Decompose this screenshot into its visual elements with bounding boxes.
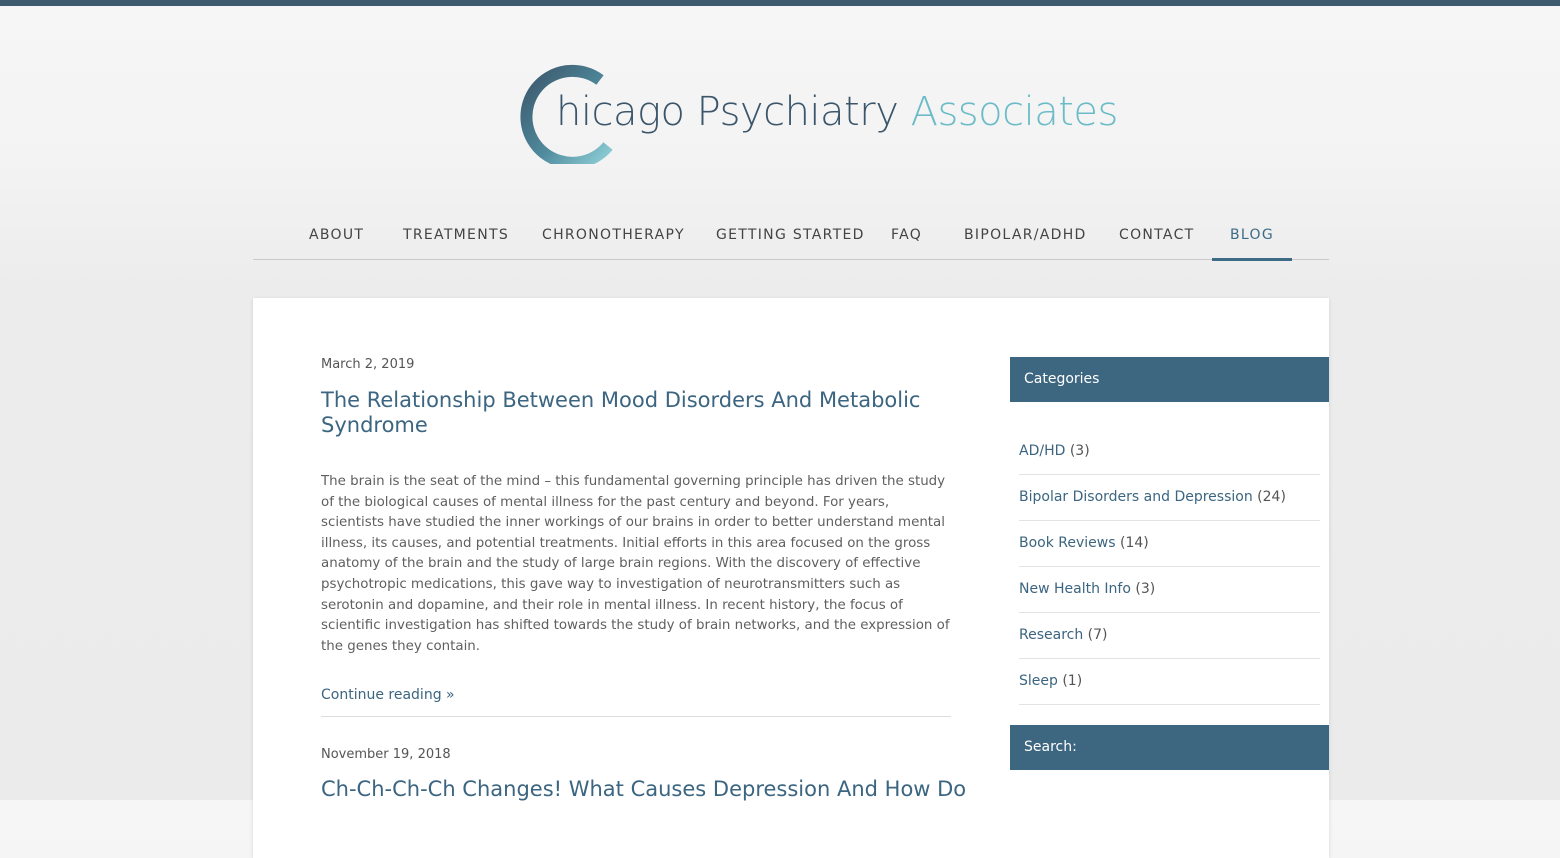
logo-wordmark bbox=[556, 82, 1118, 142]
category-count: (14) bbox=[1120, 535, 1149, 551]
post-date: November 19, 2018 bbox=[321, 747, 451, 762]
logo-text-secondary: Associates bbox=[910, 89, 1118, 135]
category-list bbox=[1010, 402, 1329, 705]
category-item bbox=[1019, 429, 1320, 475]
category-count: (3) bbox=[1069, 443, 1090, 459]
category-item bbox=[1019, 475, 1320, 521]
category-item bbox=[1019, 567, 1320, 613]
post-excerpt: The brain is the seat of the mind – this fundamental governing principle has driven the study of the biological causes of mental illness for the past century and beyond. For years, scientists have studied the inner workings of our brains in order to better understand mental illness, its causes, and potential treatments. Initial efforts in this area focused on the gross anatomy of the brain and the study of large brain regions. With the discovery of effective psychotropic medications, this gave way to investigation of neurotransmitters such as serotonin and dopamine, and their role in mental illness. In recent history, the focus of scientific investigation has shifted towards the study of brain networks, and the expression of the genes they contain. bbox=[321, 474, 950, 654]
site-logo[interactable] bbox=[520, 64, 1118, 164]
category-link-bipolar[interactable]: Bipolar Disorders and Depression bbox=[1019, 489, 1253, 505]
post-date: March 2, 2019 bbox=[321, 357, 415, 372]
blog-post bbox=[321, 747, 967, 802]
category-link-new-health-info[interactable]: New Health Info bbox=[1019, 581, 1131, 597]
main-navigation bbox=[253, 212, 1329, 260]
top-accent-bar bbox=[0, 0, 1560, 6]
nav-about[interactable]: ABOUT bbox=[309, 227, 365, 243]
category-link-research[interactable]: Research bbox=[1019, 627, 1084, 643]
post-divider bbox=[321, 716, 951, 717]
content-card bbox=[253, 298, 1329, 858]
category-count: (3) bbox=[1135, 581, 1156, 597]
categories-widget-title: Categories bbox=[1010, 357, 1329, 402]
category-count: (7) bbox=[1087, 627, 1108, 643]
nav-treatments[interactable]: TREATMENTS bbox=[403, 227, 510, 243]
category-count: (24) bbox=[1257, 489, 1286, 505]
sidebar bbox=[1010, 357, 1329, 770]
post-title-link[interactable]: The Relationship Between Mood Disorders And Metabolic Syndrome bbox=[321, 388, 921, 437]
category-link-adhd[interactable]: AD/HD bbox=[1019, 443, 1066, 459]
category-count: (1) bbox=[1062, 673, 1083, 689]
blog-post bbox=[321, 357, 951, 703]
nav-chronotherapy[interactable]: CHRONOTHERAPY bbox=[542, 227, 685, 243]
category-item bbox=[1019, 613, 1320, 659]
category-link-book-reviews[interactable]: Book Reviews bbox=[1019, 535, 1116, 551]
category-link-sleep[interactable]: Sleep bbox=[1019, 673, 1058, 689]
category-item bbox=[1019, 521, 1320, 567]
post-title-link[interactable]: Ch-Ch-Ch-Ch Changes! What Causes Depression And How Do bbox=[321, 777, 967, 801]
logo-text-primary: hicago Psychiatry bbox=[556, 89, 899, 135]
nav-blog[interactable]: BLOG bbox=[1212, 212, 1292, 261]
nav-getting-started[interactable]: GETTING STARTED bbox=[716, 227, 865, 243]
continue-reading-link[interactable]: Continue reading » bbox=[321, 687, 455, 704]
nav-bipolar-adhd[interactable]: BIPOLAR/ADHD bbox=[964, 227, 1087, 243]
search-widget-title: Search: bbox=[1010, 725, 1329, 770]
category-item bbox=[1019, 659, 1320, 705]
nav-faq[interactable]: FAQ bbox=[891, 227, 923, 243]
nav-contact[interactable]: CONTACT bbox=[1119, 227, 1195, 243]
